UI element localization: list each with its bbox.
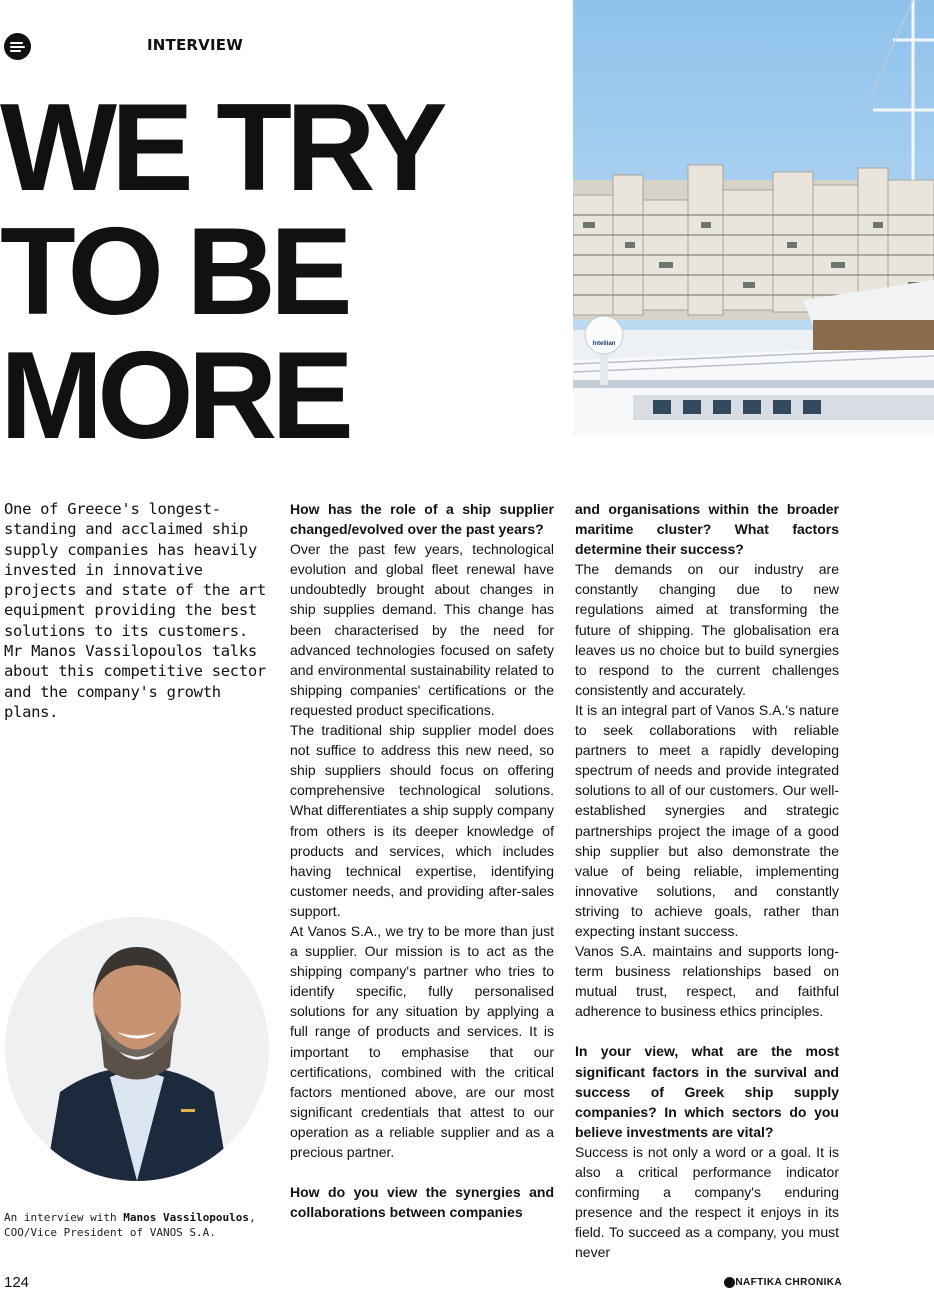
caption-name: Manos Vassilopoulos (123, 1211, 250, 1224)
answer-paragraph: At Vanos S.A., we try to be more than just a supplier. Our mission is to act as the shipping company's partner who tries to identify specific, fully personalised solutions for any situation by applying a full range of products and services. It is important to emphasise that our certifications, combined with the critical factors mentioned above, are our most significant credentials that attest to our operation as a reliable supplier and as a precious partner. (290, 922, 554, 1160)
section-label: INTERVIEW (147, 36, 243, 54)
question-3: In your view, what are the most significant factors in the survival and success of Greek ship supply companies? In which sectors do you believe investments are vital? (575, 1043, 839, 1140)
caption-prefix: An interview with (4, 1211, 124, 1224)
answer-paragraph: Over the past few years, technological evolution and global fleet renewal have undoubtedly brought about changes in ship supplies demand. This change has been characterised by the need for advanced technologies focused on safety and environmental sustainability related to shipping companies' certifications or the requested product specifications. (290, 541, 554, 718)
answer-paragraph: Vanos S.A. maintains and supports long-term business relationships based on mutual trust, respect, and faithful adherence to business ethics principles. (575, 943, 839, 1020)
article-column-2 (575, 499, 839, 1262)
headline-line-1: WE TRY (0, 79, 442, 217)
article-column-1 (290, 499, 554, 1222)
question-2: How do you view the synergies and collaborations between companies (290, 1184, 554, 1221)
headline (0, 79, 560, 465)
answer-paragraph: The demands on our industry are constantly changing due to new regulations aimed at transforming the future of shipping. The globalisation era leaves us no choice but to build synergies to respond to the current challenges consistently and accurately. (575, 561, 839, 698)
footer-brand: NAFTIKA CHRONIKA (735, 1277, 842, 1288)
interviewee-portrait (5, 917, 269, 1181)
answer-paragraph: Success is not only a word or a goal. It is also a critical performance indicator confirming a company's enduring presence and the respect it enjoys in its field. To succeed as a company, you must never (575, 1143, 839, 1261)
page-number: 124 (4, 1274, 30, 1291)
brand-logo-icon (724, 1277, 735, 1288)
question-1: How has the role of a ship supplier changed/evolved over the past years? (290, 501, 554, 538)
headline-line-3: MORE (0, 327, 348, 465)
headline-line-2: TO BE (0, 203, 347, 341)
publication-logo-icon (4, 33, 31, 60)
intro-text: One of Greece's longest-standing and acclaimed ship supply companies has heavily invested in innovative projects and state of the art equipment providing the best solutions to its customers. Mr Manos Vassilopoulos talks about this competitive sector and the company's growth plans. (4, 500, 266, 721)
intro-standfirst (4, 499, 269, 722)
question-2-continued: and organisations within the broader maritime cluster? What factors determine their success? (575, 501, 839, 558)
photo-caption (4, 1210, 274, 1240)
answer-paragraph: The traditional ship supplier model does not suffice to address this new need, so ship suppliers should focus on offering comprehensive technological solutions. What differentiates a ship supply company from others is its deeper knowledge of products and services, which includes having technical expertise, identifying customer needs, and providing after-sales support. (290, 722, 554, 919)
caption-suffix: , COO/Vice President of VANOS S.A. (4, 1211, 256, 1239)
answer-paragraph: It is an integral part of Vanos S.A.'s nature to seek collaborations with reliable partners to meet a rapidly developing spectrum of needs and provide integrated solutions to all of our customers. Our well-established synergies and strategic partnerships project the image of a good ship supplier but also demonstrate the value of being reliable, implementing innovative solutions, and constantly striving to achieve goals, rather than expecting instant success. (575, 701, 839, 939)
hero-photo (573, 0, 934, 436)
radome-label: Intellian (592, 341, 616, 347)
